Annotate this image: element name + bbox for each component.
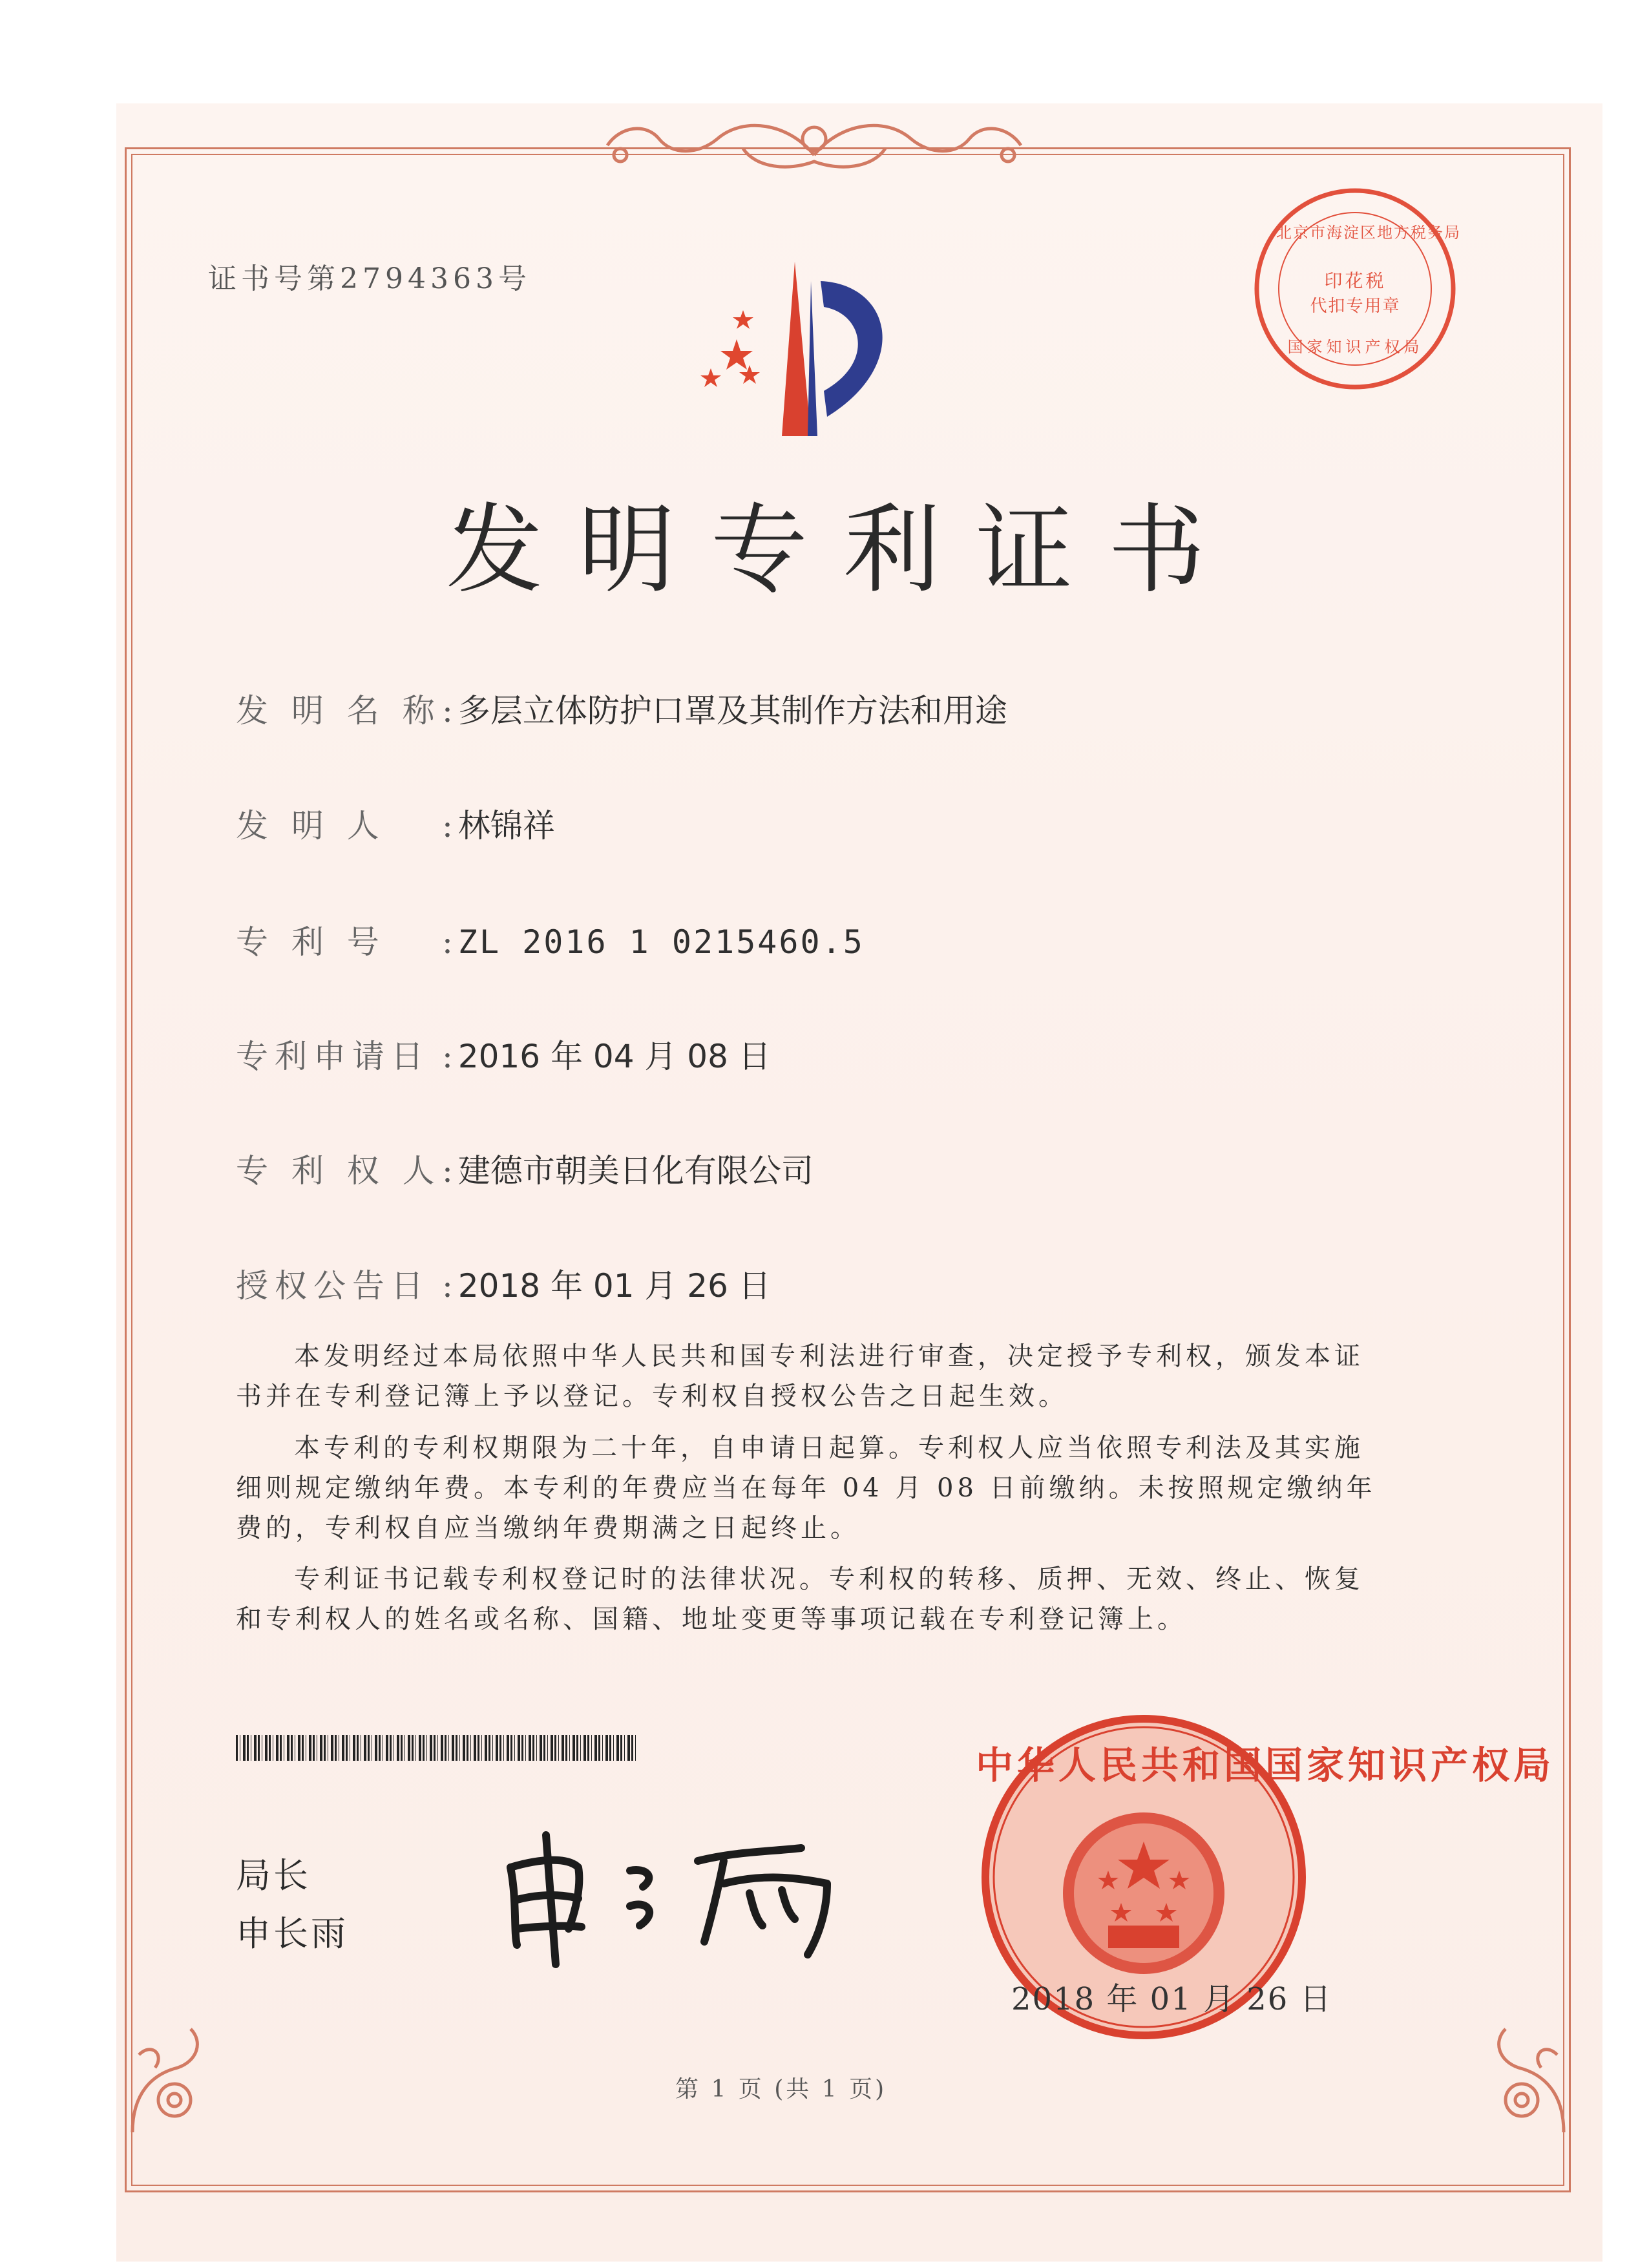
field-grant-date: 授权公告日 : 2018 年 01 月 26 日 — [236, 1260, 771, 1307]
tax-stamp-bottom-text: 国家知识产权局 — [1287, 338, 1423, 356]
barcode — [236, 1735, 636, 1761]
field-value: 2016 年 04 月 08 日 — [457, 1038, 771, 1075]
field-patentee: 专 利 权 人: 建德市朝美日化有限公司 — [236, 1145, 814, 1192]
director-name: 申长雨 — [236, 1913, 348, 1954]
field-label: 专 利 号 — [236, 923, 386, 961]
director-title: 局长 — [236, 1855, 311, 1896]
field-value: 2018 年 01 月 26 日 — [457, 1267, 771, 1305]
field-patent-number: 专 利 号 : ZL 2016 1 0215460.5 — [236, 916, 865, 963]
field-value: 多层立体防护口罩及其制作方法和用途 — [457, 692, 1007, 730]
field-label: 发 明 名 称 — [236, 692, 441, 730]
issue-date: 2018 年 01 月 26 日 — [1011, 1981, 1332, 2017]
field-label: 授权公告日 — [236, 1267, 430, 1305]
official-seal-ring-text: 中华人民共和国国家知识产权局 — [976, 1743, 1555, 1787]
body-paragraph: 专利证书记载专利权登记时的法律状况。专利权的转移、质押、无效、终止、恢复和专利权人的姓名或名称、国籍、地址变更等事项记载在专利登记簿上。 — [236, 1564, 1364, 1634]
field-invention-name: 发 明 名 称: 多层立体防护口罩及其制作方法和用途 — [236, 685, 1007, 731]
body-paragraph: 本专利的专利权期限为二十年，自申请日起算。专利权人应当依照专利法及其实施细则规定缴纳年费。本专利的年费应当在每年 04 月 08 日前缴纳。未按照规定缴纳年费的，专利权自应当缴纳年费期满之日起终止。 — [236, 1433, 1376, 1543]
tax-stamp-ring-text: 北京市海淀区地方税务局 — [1276, 224, 1461, 242]
director-signature — [491, 1822, 853, 1971]
field-value: 林锦祥 — [457, 807, 555, 845]
tax-stamp-center-line2: 代扣专用章 — [1310, 297, 1401, 316]
tax-stamp — [1250, 184, 1460, 394]
page-number: 第 1 页 (共 1 页) — [675, 2076, 887, 2103]
field-application-date: 专利申请日 : 2016 年 04 月 08 日 — [236, 1031, 771, 1077]
corner-ornament-bottom-right — [1473, 2016, 1570, 2139]
field-label: 专利申请日 — [236, 1038, 430, 1075]
body-paragraph: 本发明经过本局依照中华人民共和国专利法进行审查，决定授予专利权，颁发本证书并在专利登记簿上予以登记。专利权自授权公告之日起生效。 — [236, 1341, 1364, 1411]
tax-stamp-center-line1: 印花税 — [1324, 270, 1387, 291]
field-label: 发 明 人 — [236, 807, 386, 845]
field-value: ZL 2016 1 0215460.5 — [457, 923, 865, 961]
field-label: 专 利 权 人 — [236, 1152, 441, 1190]
field-value: 建德市朝美日化有限公司 — [457, 1152, 814, 1190]
patent-office-logo — [698, 255, 930, 443]
top-ornament — [582, 110, 1047, 181]
corner-ornament-bottom-left — [126, 2016, 223, 2139]
field-inventor: 发 明 人 : 林锦祥 — [236, 800, 555, 846]
page-title: 发明专利证书 — [446, 494, 1241, 607]
certificate-number: 证书号第2794363号 — [208, 262, 531, 295]
